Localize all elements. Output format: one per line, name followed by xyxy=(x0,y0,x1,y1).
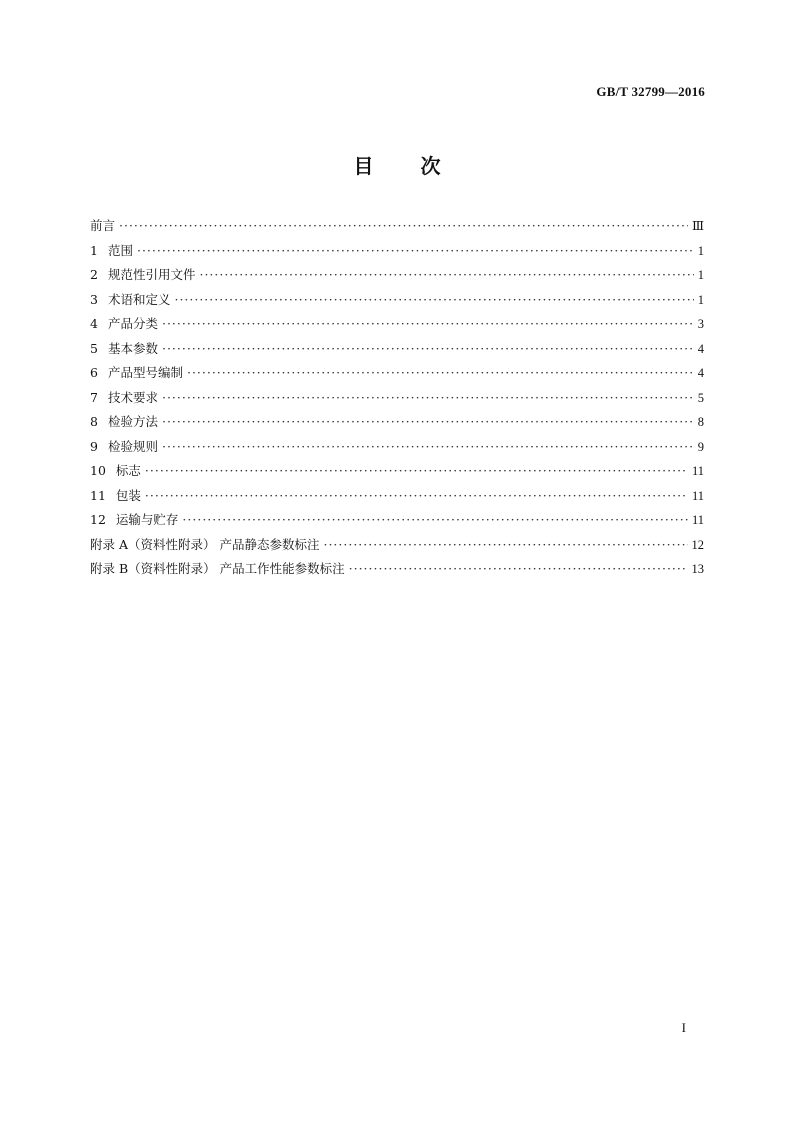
toc-entry-inspection-rules[interactable] xyxy=(90,435,704,460)
toc-entry-page: 13 xyxy=(691,562,704,576)
toc-dot-leader xyxy=(174,288,693,313)
toc-dot-leader xyxy=(162,312,694,337)
toc-entry-page: 3 xyxy=(697,317,704,331)
toc-dot-leader xyxy=(162,435,694,460)
toc-dot-leader xyxy=(323,533,687,558)
toc-dot-leader xyxy=(162,337,694,362)
toc-entry-label: 产品型号编制 xyxy=(107,365,183,380)
toc-entry-page: 11 xyxy=(691,488,704,503)
toc-entry-label: 技术要求 xyxy=(107,389,158,405)
toc-entry-label: 前言 xyxy=(90,218,116,233)
page-number: I xyxy=(681,1020,686,1035)
toc-entry-label: 检验方法 xyxy=(107,414,158,429)
toc-entry-number: 11 xyxy=(90,487,106,503)
toc-entry-number: 5 xyxy=(90,340,98,356)
toc-entry-label: 检验规则 xyxy=(107,438,158,454)
toc-entry-basic-parameters[interactable] xyxy=(90,337,704,362)
toc-entry-label: 附录 B（资料性附录） 产品工作性能参数标注 xyxy=(90,561,345,576)
toc-entry-scope[interactable] xyxy=(90,239,704,264)
toc-entry-label: 附录 A（资料性附录） 产品静态参数标注 xyxy=(90,536,320,552)
toc-entry-number: 3 xyxy=(90,291,98,307)
toc-dot-leader xyxy=(162,386,694,411)
toc-entry-page: 5 xyxy=(697,390,704,405)
toc-entry-label: 运输与贮存 xyxy=(115,512,179,527)
toc-entry-model-designation[interactable] xyxy=(90,361,704,386)
toc-entry-page: 11 xyxy=(691,464,704,478)
toc-entry-number: 9 xyxy=(90,438,98,454)
toc-entry-page: Ⅲ xyxy=(691,219,704,233)
toc-entry-label: 规范性引用文件 xyxy=(107,267,196,282)
toc-entry-number: 2 xyxy=(90,267,98,282)
toc-entry-classification[interactable] xyxy=(90,312,704,337)
toc-entry-number: 7 xyxy=(90,389,98,405)
toc-entry-label: 包装 xyxy=(115,487,141,503)
toc-entry-page: 1 xyxy=(697,243,704,258)
toc-dot-leader xyxy=(145,484,688,509)
toc-entry-number: 12 xyxy=(90,512,106,527)
toc-entry-annex-a[interactable] xyxy=(90,533,704,558)
toc-entry-page: 1 xyxy=(697,268,704,282)
toc-entry-label: 术语和定义 xyxy=(107,291,171,307)
toc-entry-annex-b[interactable] xyxy=(90,557,704,582)
toc-entry-number: 10 xyxy=(90,463,106,478)
toc-dot-leader xyxy=(187,361,694,386)
toc-entry-page: 12 xyxy=(691,537,704,552)
toc-entry-number: 8 xyxy=(90,414,98,429)
toc-entry-transport-storage[interactable] xyxy=(90,508,704,533)
toc-entry-page: 1 xyxy=(697,292,704,307)
page-title: 目 次 xyxy=(353,154,441,178)
toc-entry-label: 产品分类 xyxy=(107,316,158,331)
toc-entry-page: 4 xyxy=(697,341,704,356)
toc-entry-technical-requirements[interactable] xyxy=(90,386,704,411)
toc-entry-label: 基本参数 xyxy=(107,340,158,356)
toc-entry-page: 8 xyxy=(697,415,704,429)
toc-entry-packaging[interactable] xyxy=(90,484,704,509)
toc-entry-page: 9 xyxy=(697,439,704,454)
toc-dot-leader xyxy=(137,239,694,264)
toc-dot-leader xyxy=(199,263,693,288)
table-of-contents xyxy=(90,214,704,582)
toc-dot-leader xyxy=(349,557,688,582)
toc-entry-terms-definitions[interactable] xyxy=(90,288,704,313)
toc-dot-leader xyxy=(182,508,688,533)
toc-dot-leader xyxy=(145,459,688,484)
toc-entry-number: 4 xyxy=(90,316,98,331)
toc-entry-foreword[interactable] xyxy=(90,214,704,239)
toc-entry-normative-references[interactable] xyxy=(90,263,704,288)
toc-entry-number: 1 xyxy=(90,242,98,258)
toc-dot-leader xyxy=(162,410,694,435)
toc-entry-page: 11 xyxy=(691,513,704,527)
toc-entry-label: 标志 xyxy=(115,463,141,478)
standard-number: GB/T 32799—2016 xyxy=(596,84,705,99)
toc-entry-page: 4 xyxy=(697,366,704,380)
toc-dot-leader xyxy=(119,214,688,239)
toc-entry-number: 6 xyxy=(90,365,98,380)
toc-entry-marking[interactable] xyxy=(90,459,704,484)
toc-entry-label: 范围 xyxy=(107,242,133,258)
toc-entry-test-methods[interactable] xyxy=(90,410,704,435)
